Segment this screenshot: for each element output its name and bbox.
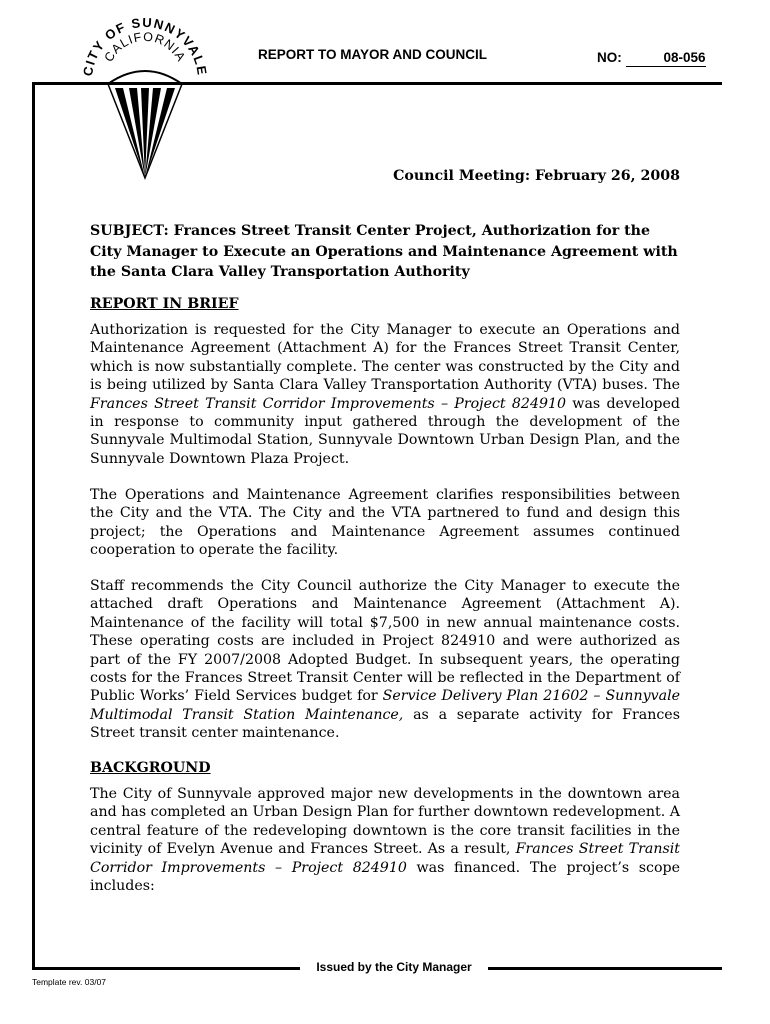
- report-in-brief-paragraph-1: Authorization is requested for the City Manager to execute an Operations and Maintenance Agreement (Attachment A) for the Frances Street Transit Center, which is now substantially complete. The center was constructed by the City and is being utilized by Santa Clara Valley Transportation Authority (VTA) buses. The Frances Street Transit Corridor Improvements – Project 824910 was developed in response to community input gathered through the development of the Sunnyvale Multimodal Station, Sunnyvale Downtown Urban Design Plan, and the Sunnyvale Downtown Plaza Project.: [90, 322, 680, 467]
- report-number: [597, 50, 706, 67]
- subject: SUBJECT: Frances Street Transit Center Project, Authorization for the City Manager to Execute an Operations and Maintenance Agreement with the Santa Clara Valley Transportation Authority: [90, 223, 678, 280]
- template-revision: Template rev. 03/07: [32, 977, 107, 987]
- logo-text-inner: CALIFORNIA: [101, 29, 189, 65]
- logo-text-top: ITY OF SUNNYVAL: [82, 18, 208, 68]
- background-heading: BACKGROUND: [90, 760, 211, 776]
- svg-text:CITY OF SUNNYVALE: [82, 18, 208, 77]
- report-number-value: 08-056: [626, 51, 706, 67]
- footer-rule-right: [488, 967, 722, 970]
- report-in-brief-paragraph-2: The Operations and Maintenance Agreement clarifies responsibilities between the City and the VTA. The City and the VTA partnered to fund and design this project; the Operations and Maintenance Agreement assumes continued cooperation to operate the facility.: [90, 487, 680, 559]
- report-in-brief-paragraph-3: Staff recommends the City Council authorize the City Manager to execute the attached draft Operations and Maintenance Agreement (Attachment A). Maintenance of the facility will total $7,500 in new annual maintenance costs. These operating costs are included in Project 824910 and were authorized as part of the FY 2007/2008 Adopted Budget. In subsequent years, the operating costs for the Frances Street Transit Center will be reflected in the Department of Public Works’ Field Services budget for Service Delivery Plan 21602 – Sunnyvale Multimodal Transit Station Maintenance, as a separate activity for Frances Street transit center maintenance.: [90, 578, 680, 742]
- report-number-label: NO:: [597, 50, 622, 65]
- report-title: REPORT TO MAYOR AND COUNCIL: [258, 47, 488, 62]
- background-paragraph-1: The City of Sunnyvale approved major new developments in the downtown area and has completed an Urban Design Plan for further downtown redevelopment. A central feature of the redeveloping downtown is the core transit facilities in the vicinity of Evelyn Avenue and Frances Street. As a result, Frances Street Transit Corridor Improvements – Project 824910 was financed. The project’s scope includes:: [90, 786, 681, 895]
- header-rule: [32, 82, 722, 85]
- council-meeting-date: Council Meeting: February 26, 2008: [393, 168, 680, 184]
- report-in-brief-heading: REPORT IN BRIEF: [90, 296, 239, 312]
- city-seal-logo: [82, 18, 208, 182]
- issued-by: Issued by the City Manager: [316, 960, 472, 974]
- left-margin-rule: [32, 82, 35, 970]
- footer-rule-left: [32, 967, 300, 970]
